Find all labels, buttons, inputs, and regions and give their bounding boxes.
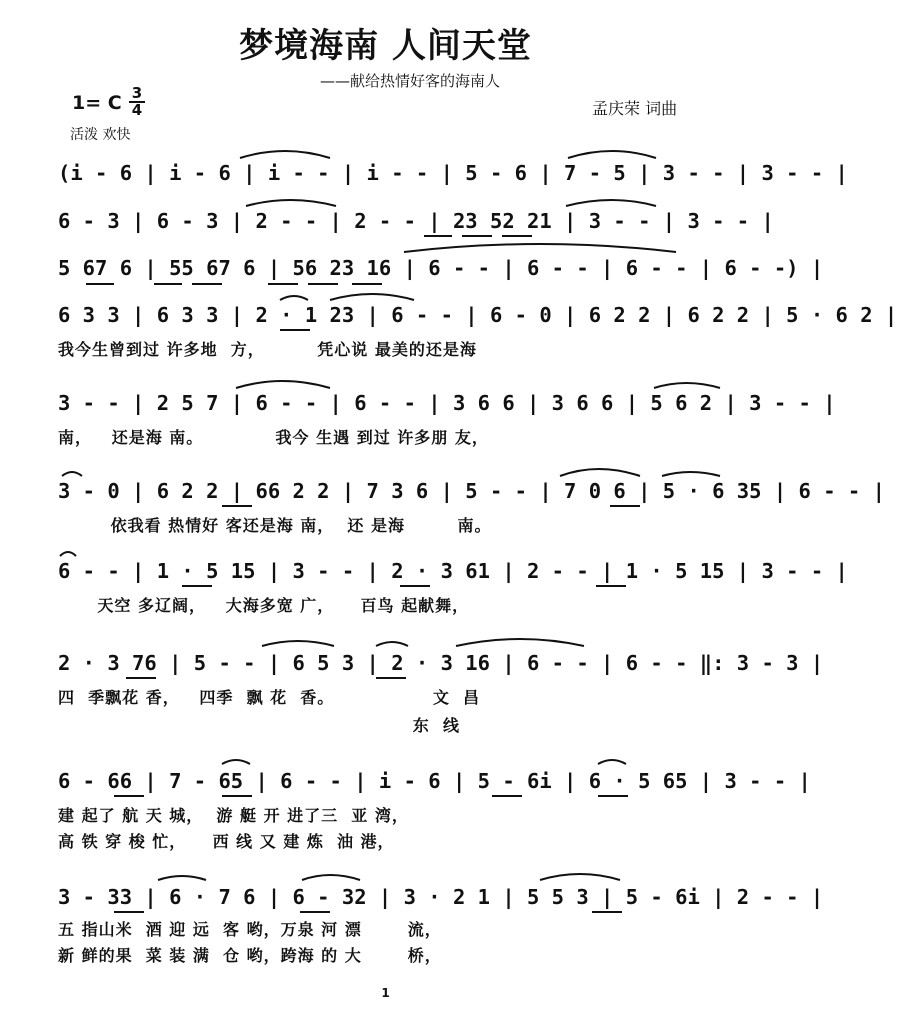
tie-mark [240,151,330,158]
tie-mark [262,641,334,646]
tie-mark [654,383,720,388]
lyric-line: 东 线 [58,716,460,735]
song-subtitle: ——献给热情好客的海南人 [320,72,501,90]
notation-row: 3 - 0 | 6 2 2 | 66 2 2 | 7 3 6 | 5 - - | 7 0 6 | 5 · 6 35 | 6 - - | [58,479,885,503]
song-title: 梦境海南 人间天堂 [239,26,532,66]
lyric-line: 南， 还是海 南。 我今 生遇 到过 许多朋 友， [58,428,489,447]
notation-row: 6 - 66 | 7 - 65 | 6 - - | i - 6 | 5 - 6i | 6 · 5 65 | 3 - - | [58,769,811,793]
tie-mark [540,874,620,880]
notation-row: 2 · 3 76 | 5 - - | 6 5 3 | 2 · 3 16 | 6 - - | 6 - - ‖: 3 - 3 | [58,651,824,675]
tie-mark [158,876,206,880]
tie-mark [566,200,656,206]
tie-mark [456,639,584,646]
lyric-line: 高 铁 穿 梭 忙， 西 线 又 建 炼 油 港， [58,832,395,851]
tie-mark [598,760,626,764]
lyric-line: 五 指山米 酒 迎 远 客 哟，万泉 河 漂 流， [58,920,442,939]
notation-row: 6 - - | 1 · 5 15 | 3 - - | 2 · 3 61 | 2 - - | 1 · 5 15 | 3 - - | [58,559,848,583]
tempo-marking: 活泼 欢快 [70,127,131,143]
tie-mark [330,294,414,300]
tie-mark [236,381,330,388]
notation-row: 3 - 33 | 6 · 7 6 | 6 - 32 | 3 · 2 1 | 5 5 3 | 5 - 6i | 2 - - | [58,885,824,909]
time-signature-bottom: 4 [131,101,143,119]
notation-row: 6 - 3 | 6 - 3 | 2 - - | 2 - - | 23 52 21 | 3 - - | 3 - - | [58,209,774,233]
tie-mark [560,469,640,476]
tie-mark [404,244,676,252]
lyric-line: 新 鲜的果 菜 装 满 仓 哟，跨海 的 大 桥， [58,946,442,965]
tie-mark [280,296,308,300]
page-number: 1 [381,986,390,1000]
tie-mark [568,151,656,158]
tie-mark [662,472,720,476]
lyric-line: 我今生曾到过 许多地 方， 凭心说 最美的还是海 [58,340,477,359]
notation-row: 5 67 6 | 55 67 6 | 56 23 16 | 6 - - | 6 - - | 6 - - | 6 - -) | [58,256,824,280]
lyric-line: 依我看 热情好 客还是海 南， 还 是海 南。 [58,516,492,535]
lyric-line: 四 季飘花 香， 四季 飘 花 香。 文 昌 [58,688,480,707]
time-signature-top: 3 [131,84,143,102]
lyric-line: 天空 多辽阔， 大海多宽 广， 百鸟 起献舞， [58,596,470,615]
tie-mark [62,472,82,476]
tie-mark [246,200,336,206]
key-signature: 1= C [72,92,122,114]
tie-mark [222,760,250,764]
notation-row: 6 3 3 | 6 3 3 | 2 · 1 23 | 6 - - | 6 - 0 | 6 2 2 | 6 2 2 | 5 · 6 2 | [58,303,897,327]
tie-mark [302,875,360,880]
composer-credit: 孟庆荣 词曲 [592,99,678,118]
notation-row: 3 - - | 2 5 7 | 6 - - | 6 - - | 3 6 6 | 3 6 6 | 5 6 2 | 3 - - | [58,391,836,415]
tie-mark [60,552,76,556]
lyric-line: 建 起了 航 天 城， 游 艇 开 进了三 亚 湾， [58,806,409,825]
notation-row: (i - 6 | i - 6 | i - - | i - - | 5 - 6 | 7 - 5 | 3 - - | 3 - - | [58,161,848,185]
tie-mark [376,642,408,646]
